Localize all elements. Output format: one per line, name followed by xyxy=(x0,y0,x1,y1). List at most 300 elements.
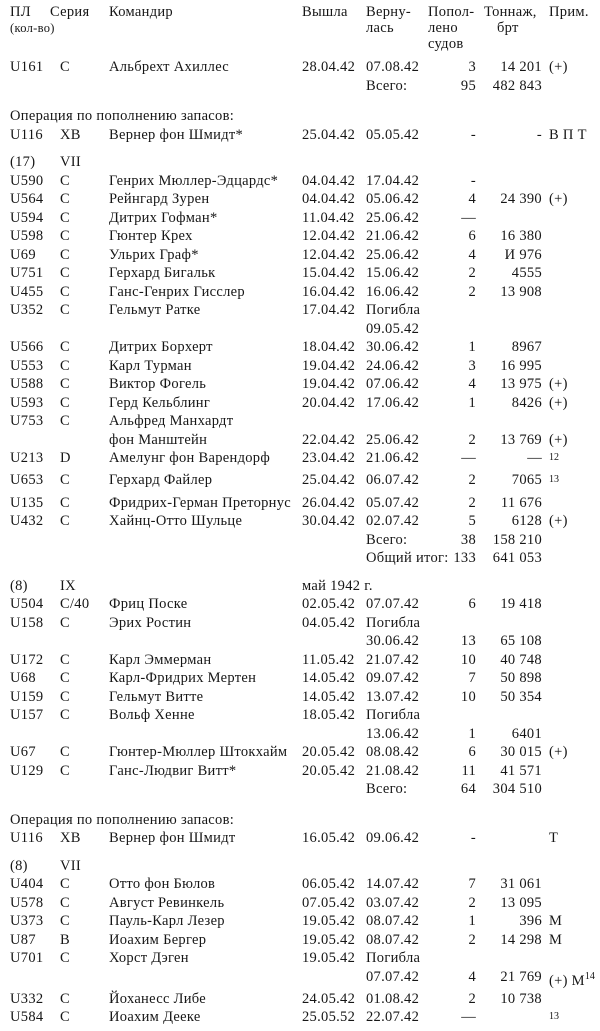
pl-cell: U504 xyxy=(10,596,44,613)
pop-cell: 3 xyxy=(468,357,476,374)
ton-cell: 30 015 xyxy=(500,744,542,761)
pl-cell: U590 xyxy=(10,172,44,189)
vyshla-cell: 24.05.42 xyxy=(302,990,356,1007)
table-row xyxy=(10,614,600,633)
pop-cell: 2 xyxy=(468,931,476,948)
footnote-ref: 12 xyxy=(549,452,559,463)
seria-cell xyxy=(50,780,106,799)
komandir-cell xyxy=(106,549,302,568)
prim-cell: (+) xyxy=(549,59,568,75)
prim-cell xyxy=(542,894,596,913)
seria-cell: С xyxy=(60,876,70,893)
table-row xyxy=(10,375,600,394)
vyshla-cell: 20.04.42 xyxy=(302,394,356,411)
pl-cell: U352 xyxy=(10,302,44,318)
vernulas-cell: Общий итог: xyxy=(366,550,449,567)
vernulas-cell: 03.07.42 xyxy=(366,894,420,911)
pop-cell xyxy=(428,857,476,876)
prim-cell xyxy=(542,264,596,283)
pl-cell xyxy=(10,780,50,799)
pl-cell: U161 xyxy=(10,59,44,75)
header-popolneno-line1: Попол- xyxy=(428,4,475,20)
table-row xyxy=(10,931,600,950)
pop-cell xyxy=(428,301,476,320)
pl-cell: U751 xyxy=(10,265,44,281)
pop-cell: 11 xyxy=(461,762,476,779)
pl-cell xyxy=(10,549,50,568)
pop-cell: 2 xyxy=(468,472,476,489)
seria-cell: С xyxy=(60,413,70,429)
pl-cell: U87 xyxy=(10,931,36,948)
prim-cell: (+) xyxy=(549,431,568,448)
pl-cell: U455 xyxy=(10,283,44,300)
pop-cell: - xyxy=(470,830,476,847)
prim-cell xyxy=(542,301,596,320)
komandir-cell: Гюнтер Крех xyxy=(109,228,193,244)
header-prim xyxy=(542,4,596,20)
vernulas-cell: Всего: xyxy=(366,77,408,94)
pl-cell: (8) xyxy=(10,577,28,594)
prim-cell xyxy=(542,780,596,799)
pl-cell: U332 xyxy=(10,990,44,1007)
pl-cell: U588 xyxy=(10,376,44,392)
prim-cell xyxy=(542,669,596,688)
group-header-row xyxy=(10,577,600,596)
seria-cell xyxy=(50,549,106,568)
pl-cell xyxy=(10,968,50,990)
vyshla-cell: 15.04.42 xyxy=(302,265,356,281)
prim-cell xyxy=(542,614,596,633)
vyshla-cell: 19.05.42 xyxy=(302,913,356,930)
komandir-cell xyxy=(106,320,302,339)
komandir-cell: Герд Кельблинг xyxy=(109,394,211,411)
komandir-cell: Генрих Мюллер-Эдцардс* xyxy=(109,172,279,189)
ton-cell: 8426 xyxy=(511,394,542,411)
ton-cell: 304 510 xyxy=(492,781,542,798)
vyshla-cell: 18.04.42 xyxy=(302,339,356,355)
seria-cell: С xyxy=(60,357,70,374)
footnote-ref: 13 xyxy=(549,474,559,486)
table-row xyxy=(10,875,600,894)
pop-cell: - xyxy=(470,172,476,189)
komandir-cell: Пауль-Карл Лезер xyxy=(109,913,225,930)
prim-cell xyxy=(542,549,596,568)
table-row xyxy=(10,357,600,376)
vernulas-cell: 08.07.42 xyxy=(366,913,420,930)
pop-cell: 1 xyxy=(468,913,476,930)
ton-cell: 50 354 xyxy=(500,688,542,705)
table-row xyxy=(10,651,600,670)
prim-cell xyxy=(542,494,596,513)
ton-cell: 13 769 xyxy=(500,431,542,448)
vyshla-cell: 25.05.52 xyxy=(302,1009,356,1026)
pop-cell: 2 xyxy=(468,990,476,1007)
vernulas-cell: Погибла xyxy=(366,950,421,967)
pl-cell: U593 xyxy=(10,394,44,411)
prim-cell xyxy=(542,595,596,614)
table-row xyxy=(10,688,600,707)
prim-cell: Т xyxy=(549,830,559,847)
pl-cell: U69 xyxy=(10,246,36,263)
prim-cell xyxy=(542,949,596,968)
komandir-cell: Дитрих Борхерт xyxy=(109,339,213,355)
prim-cell xyxy=(542,449,596,471)
seria-cell: С xyxy=(60,1009,70,1026)
vernulas-cell: 09.07.42 xyxy=(366,670,420,687)
pop-cell: 5 xyxy=(468,513,476,530)
header-vernulas xyxy=(366,4,428,36)
vyshla-cell: 20.05.42 xyxy=(302,762,356,779)
pop-cell: — xyxy=(461,1009,476,1026)
vyshla-cell xyxy=(302,968,366,990)
pop-cell: 13 xyxy=(460,633,476,650)
pl-cell: U594 xyxy=(10,209,44,226)
pop-cell: 6 xyxy=(468,744,476,761)
vernulas-cell: Погибла xyxy=(366,614,421,631)
vernulas-cell: 02.07.42 xyxy=(366,513,420,530)
pop-cell: — xyxy=(461,209,476,226)
komandir-cell xyxy=(106,780,302,799)
pop-cell: 133 xyxy=(453,550,476,567)
prim-cell: М xyxy=(549,913,563,930)
pl-cell: U157 xyxy=(10,707,44,724)
prim-cell xyxy=(542,531,596,550)
header-popolneno-line2: лено xyxy=(428,20,458,36)
pop-cell xyxy=(428,412,476,431)
header-popolneno xyxy=(428,4,476,52)
prim-cell xyxy=(542,153,596,172)
header-vernulas-line2: лась xyxy=(366,20,394,36)
table-row xyxy=(10,990,600,1009)
pop-cell: 7 xyxy=(468,670,476,687)
seria-cell: IX xyxy=(60,577,76,594)
prim-cell xyxy=(542,283,596,302)
pop-cell: — xyxy=(461,450,476,466)
prim-cell xyxy=(542,875,596,894)
seria-cell xyxy=(50,531,106,550)
ton-cell: 482 843 xyxy=(492,77,542,94)
prim-cell: (+) $М^{14}$ xyxy=(549,970,595,989)
ton-cell xyxy=(476,1008,542,1030)
vernulas-cell: 22.07.42 xyxy=(366,1009,420,1026)
pop-cell: 2 xyxy=(468,894,476,911)
ton-cell: И 976 xyxy=(504,246,542,263)
ton-cell: 19 418 xyxy=(500,596,542,613)
prim-cell: (+) xyxy=(549,513,568,530)
prim-cell xyxy=(542,172,596,191)
vyshla-cell: 17.04.42 xyxy=(302,302,356,318)
seria-cell: С xyxy=(60,209,70,226)
table-row xyxy=(10,172,600,191)
pl-cell xyxy=(10,632,50,651)
komandir-cell: Йоханесс Либе xyxy=(109,990,207,1007)
header-prim-label: Прим. xyxy=(549,4,589,20)
seria-cell: VII xyxy=(60,857,82,874)
pl-cell: U172 xyxy=(10,651,44,668)
seria-cell: С xyxy=(60,913,70,930)
vyshla-cell: 23.04.42 xyxy=(302,450,356,466)
pl-cell: U404 xyxy=(10,876,44,893)
ton-cell xyxy=(476,949,542,968)
pop-cell: 3 xyxy=(468,59,476,75)
komandir-cell: Вернер фон Шмидт xyxy=(109,830,236,847)
ton-cell: 396 xyxy=(519,913,542,930)
section-row xyxy=(10,811,600,830)
pop-cell: 4 xyxy=(468,376,476,392)
ton-cell xyxy=(476,320,542,339)
vyshla-cell: 28.04.42 xyxy=(302,59,356,75)
header-tonnazh xyxy=(476,4,542,36)
table-row xyxy=(10,264,600,283)
vernulas-cell: 21.08.42 xyxy=(366,762,420,779)
vernulas-cell: 06.07.42 xyxy=(366,472,420,489)
vernulas-cell: Погибла xyxy=(366,302,421,318)
vernulas-cell xyxy=(366,153,428,172)
pop-cell: 95 xyxy=(460,77,476,94)
vyshla-cell: май 1942 г. xyxy=(302,577,373,594)
vernulas-cell: 30.06.42 xyxy=(366,339,420,355)
vernulas-cell xyxy=(366,577,428,596)
prim-cell xyxy=(542,1008,596,1030)
pop-cell: 4 xyxy=(468,968,476,985)
vyshla-cell: 26.04.42 xyxy=(302,494,356,511)
pop-cell xyxy=(428,706,476,725)
table-row xyxy=(10,338,600,357)
seria-cell: С xyxy=(60,670,70,687)
pl-cell: (8) xyxy=(10,857,28,874)
vernulas-cell: 21.06.42 xyxy=(366,228,420,244)
seria-cell: VII xyxy=(60,154,82,170)
komandir-cell: фон Манштейн xyxy=(109,431,208,448)
komandir-cell: Ганс-Людвиг Витт* xyxy=(109,762,237,779)
ton-cell: 13 975 xyxy=(500,376,542,392)
vyshla-cell: 11.05.42 xyxy=(302,651,355,668)
vyshla-cell: 14.05.42 xyxy=(302,688,356,705)
vernulas-cell: 17.06.42 xyxy=(366,394,420,411)
pl-cell: U213 xyxy=(10,450,44,466)
seria-cell: С xyxy=(60,513,70,530)
continuation-row xyxy=(10,968,600,990)
vyshla-cell xyxy=(302,320,366,339)
vyshla-cell: 07.05.42 xyxy=(302,894,356,911)
ton-cell: 6401 xyxy=(511,725,542,742)
ton-cell xyxy=(476,209,542,228)
pop-cell: 7 xyxy=(468,876,476,893)
komandir-cell: Вольф Хенне xyxy=(109,707,195,724)
prim-cell xyxy=(542,209,596,228)
table-row xyxy=(10,412,600,431)
pl-cell: (17) xyxy=(10,154,36,170)
seria-cell: С/40 xyxy=(60,596,90,613)
header-pl xyxy=(10,4,55,36)
ton-cell xyxy=(476,153,542,172)
komandir-cell xyxy=(106,531,302,550)
seria-cell xyxy=(50,77,106,96)
vernulas-cell xyxy=(366,412,428,431)
ton-cell: 40 748 xyxy=(500,651,542,668)
pop-cell: 38 xyxy=(460,531,476,548)
footnote-ref: 14 xyxy=(584,970,595,982)
header-seria-label: Серия xyxy=(50,4,90,20)
vernulas-cell: 13.06.42 xyxy=(366,725,420,742)
prim-cell xyxy=(542,706,596,725)
header-seria xyxy=(50,4,106,20)
seria-cell: С xyxy=(60,376,70,392)
pop-cell: 10 xyxy=(460,688,476,705)
seria-cell: С xyxy=(60,246,70,263)
header-tonnazh-line1: Тоннаж, xyxy=(484,4,537,20)
komandir-cell: Фридрих-Герман Преторнус xyxy=(109,494,292,511)
header-komandir-label: Командир xyxy=(109,4,173,20)
komandir-cell: Иоахим Бергер xyxy=(109,931,207,948)
table-row xyxy=(10,449,600,471)
table-row xyxy=(10,227,600,246)
vyshla-cell xyxy=(302,725,366,744)
pl-cell: U753 xyxy=(10,413,44,429)
vernulas-cell: 25.06.42 xyxy=(366,431,420,448)
ton-cell: 158 210 xyxy=(492,531,542,548)
prim-cell xyxy=(542,990,596,1009)
table-row xyxy=(10,209,600,228)
prim-cell xyxy=(542,725,596,744)
vyshla-cell xyxy=(302,412,366,431)
komandir-cell: Ульрих Граф* xyxy=(109,246,199,263)
vyshla-cell: 12.04.42 xyxy=(302,246,356,263)
seria-cell: С xyxy=(60,688,70,705)
vernulas-cell: 07.07.42 xyxy=(366,968,420,985)
header-pl-label: ПЛ xyxy=(10,4,31,20)
pop-cell xyxy=(428,320,476,339)
seria-cell: С xyxy=(60,762,70,779)
prim-cell xyxy=(542,357,596,376)
table-row xyxy=(10,706,600,725)
pop-cell: 4 xyxy=(468,191,476,207)
komandir-cell: Гельмут Ратке xyxy=(109,302,201,318)
pl-cell: U564 xyxy=(10,191,44,207)
pop-cell: 2 xyxy=(468,283,476,300)
header-tonnazh-line2: брт xyxy=(497,20,519,36)
vyshla-cell: 14.05.42 xyxy=(302,670,356,687)
header-pl-sub: (кол-во) xyxy=(10,21,55,35)
vernulas-cell: 30.06.42 xyxy=(366,633,420,650)
pop-cell: 10 xyxy=(460,651,476,668)
pl-cell: U158 xyxy=(10,614,44,631)
vyshla-cell: 25.04.42 xyxy=(302,126,356,143)
pop-cell: 1 xyxy=(468,394,476,411)
seria-cell: С xyxy=(60,283,70,300)
vyshla-cell: 12.04.42 xyxy=(302,228,356,244)
continuation-row xyxy=(10,632,600,651)
ton-cell xyxy=(476,301,542,320)
pl-cell: U129 xyxy=(10,762,44,779)
pl-cell: U584 xyxy=(10,1009,44,1026)
table-row xyxy=(10,58,600,77)
seria-cell xyxy=(50,632,106,651)
ton-cell: - xyxy=(536,126,542,143)
ton-cell xyxy=(476,857,542,876)
seria-cell: С xyxy=(60,302,70,318)
pl-cell: U566 xyxy=(10,339,44,355)
pl-cell: U701 xyxy=(10,950,44,967)
prim-cell xyxy=(542,651,596,670)
vernulas-cell: 09.05.42 xyxy=(366,320,420,337)
table-row xyxy=(10,301,600,320)
vyshla-cell: 16.04.42 xyxy=(302,283,356,300)
vyshla-cell: 11.04.42 xyxy=(302,209,355,226)
vernulas-cell: 07.06.42 xyxy=(366,376,420,392)
komandir-cell: Гюнтер-Мюллер Штокхайм xyxy=(109,744,288,761)
table-header xyxy=(10,4,600,52)
pl-cell: U116 xyxy=(10,830,43,847)
pop-cell xyxy=(428,949,476,968)
table-row xyxy=(10,246,600,265)
pl-cell: U598 xyxy=(10,228,44,244)
ton-cell xyxy=(476,172,542,191)
seria-cell: С xyxy=(60,228,70,244)
table-row xyxy=(10,190,600,209)
pop-cell xyxy=(428,577,476,596)
section-label: Операция по пополнению запасов: xyxy=(10,811,235,828)
ton-cell xyxy=(476,614,542,633)
vernulas-cell: 14.07.42 xyxy=(366,876,420,893)
komandir-cell xyxy=(106,857,302,876)
vernulas-cell: 09.06.42 xyxy=(366,830,420,847)
table-body xyxy=(10,58,600,1031)
prim-cell xyxy=(542,412,596,431)
seria-cell: ХВ xyxy=(60,126,81,143)
ton-cell: 641 053 xyxy=(492,550,542,567)
pl-cell: U135 xyxy=(10,494,44,511)
komandir-cell xyxy=(106,632,302,651)
header-popolneno-line3: судов xyxy=(428,36,464,52)
vernulas-cell: Погибла xyxy=(366,707,421,724)
komandir-cell: Альбрехт Ахиллес xyxy=(109,59,230,75)
ton-cell: 50 898 xyxy=(500,670,542,687)
pl-cell: U653 xyxy=(10,472,44,489)
section-label: Операция по пополнению запасов: xyxy=(10,108,235,124)
komandir-cell: Амелунг фон Варендорф xyxy=(109,450,271,466)
seria-cell: С xyxy=(60,651,70,668)
vernulas-cell: 17.04.42 xyxy=(366,172,420,189)
komandir-cell: Герхард Бигальк xyxy=(109,265,216,281)
seria-cell: В xyxy=(60,931,70,948)
pl-cell: U67 xyxy=(10,744,36,761)
vyshla-cell: 04.05.42 xyxy=(302,614,356,631)
vernulas-cell: 05.07.42 xyxy=(366,494,420,511)
footnote-ref: 13 xyxy=(549,1011,559,1023)
pl-cell xyxy=(10,531,50,550)
pop-cell: 1 xyxy=(468,339,476,355)
komandir-cell xyxy=(106,725,302,744)
total-row xyxy=(10,780,600,799)
seria-cell: С xyxy=(60,265,70,281)
vernulas-cell: 25.06.42 xyxy=(366,246,420,263)
vernulas-cell: 01.08.42 xyxy=(366,990,420,1007)
pop-cell: 2 xyxy=(468,494,476,511)
vyshla-cell: 19.04.42 xyxy=(302,357,356,374)
vernulas-cell: 08.08.42 xyxy=(366,744,420,761)
vyshla-cell xyxy=(302,77,366,96)
komandir-cell: Ганс-Генрих Гисслер xyxy=(109,283,245,300)
vernulas-cell: 07.08.42 xyxy=(366,59,420,75)
table-row xyxy=(10,494,600,513)
vyshla-cell: 19.04.42 xyxy=(302,376,356,392)
vyshla-cell xyxy=(302,549,366,568)
header-vernulas-line1: Верну- xyxy=(366,4,411,20)
pl-cell: U373 xyxy=(10,913,44,930)
prim-cell xyxy=(542,320,596,339)
komandir-cell: Карл Турман xyxy=(109,357,192,374)
